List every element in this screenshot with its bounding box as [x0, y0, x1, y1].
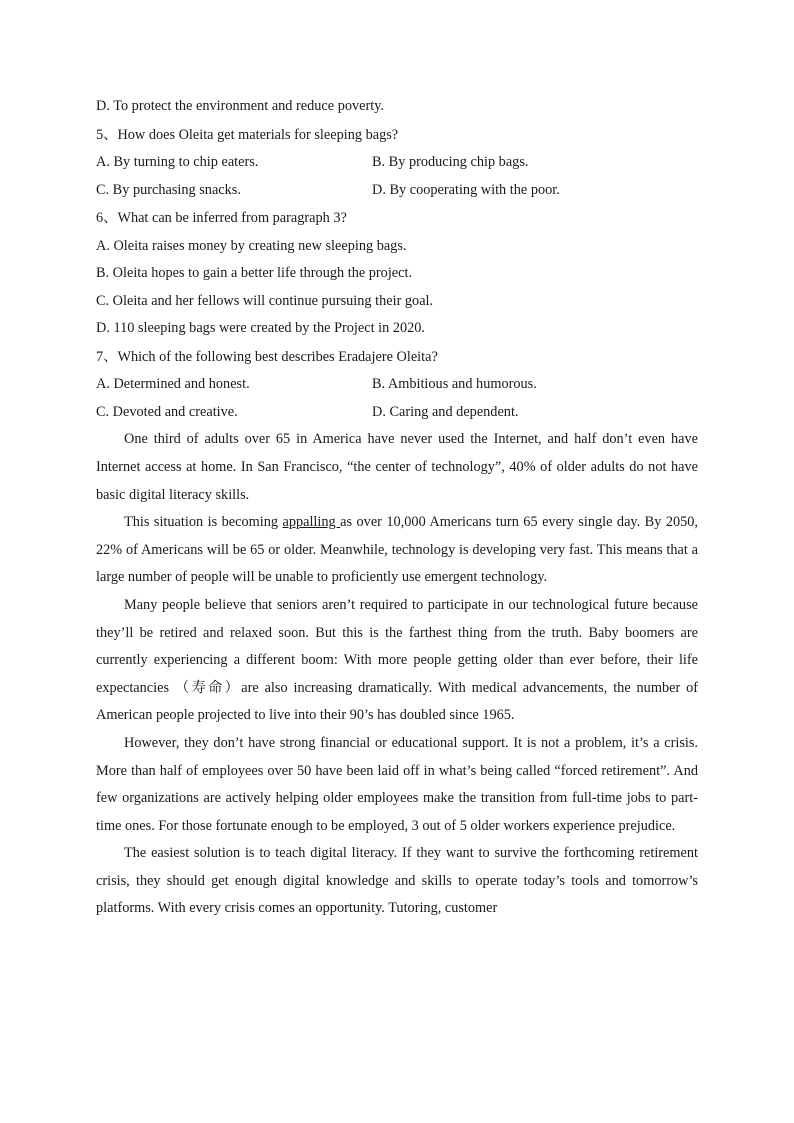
- q7-option-d: D. Caring and dependent.: [372, 403, 519, 420]
- q5-option-d: D. By cooperating with the poor.: [372, 181, 560, 198]
- underlined-word-appalling: appalling: [282, 514, 341, 531]
- q7-option-a: A. Determined and honest.: [96, 376, 250, 393]
- q6-option-a: A. Oleita raises money by creating new sleeping bags.: [96, 237, 407, 254]
- q4-option-d: D. To protect the environment and reduce poverty.: [96, 98, 385, 114]
- q5-option-c: C. By purchasing snacks.: [96, 181, 241, 198]
- document-page: [96, 92, 698, 923]
- q6-option-c: C. Oleita and her fellows will continue pursuing their goal.: [96, 292, 434, 309]
- q7-options-row-1: [96, 371, 698, 399]
- passage-paragraph-1: One third of adults over 65 in America have never used the Internet, and half don’t even have Internet access at home. In San Francisco, “the center of technology”, 40% of older adults do not have basic digital literacy skills.: [96, 431, 698, 503]
- p2-text-after: as over 10,000 Americans turn 65 every single day. By 2050, 22% of Americans will be 65 or older. Meanwhile, technology is developing very fast. This means that a large number of people will be unable to proficiently use emergent technology.: [96, 514, 699, 586]
- q5-option-a: A. By turning to chip eaters.: [96, 154, 259, 171]
- passage-paragraph-2: [96, 509, 698, 592]
- passage-paragraph-3: Many people believe that seniors aren’t required to participate in our technological future because they’ll be retired and relaxed soon. But this is the farthest thing from the truth. Baby boomers are currently experiencing a different boom: With more people getting older than ever before, their life expectancies （寿命）are also increasing dramatically. With medical advancements, the number of American people projected to live into their 90’s has doubled since 1965.: [96, 596, 698, 724]
- q5-option-b: B. By producing chip bags.: [372, 154, 529, 171]
- passage-paragraph-5: The easiest solution is to teach digital literacy. If they want to survive the forthcoming retirement crisis, they should get enough digital knowledge and skills to operate today’s tools and tomorrow’s platforms. With every crisis comes an opportunity. Tutoring, customer: [96, 845, 698, 917]
- q7-option-c: C. Devoted and creative.: [96, 403, 238, 420]
- q5-options-row-2: [96, 177, 698, 205]
- q7-option-b: B. Ambitious and humorous.: [372, 376, 537, 393]
- q6-option-d: D. 110 sleeping bags were created by the Project in 2020.: [96, 320, 425, 337]
- q7-options-row-2: [96, 399, 698, 427]
- passage-paragraph-4: However, they don’t have strong financial or educational support. It is not a problem, it’s a crisis. More than half of employees over 50 have been laid off in what’s being called “forced retirement”. And few organizations are actively helping older employees make the transition from full-time jobs to part-time ones. For those fortunate enough to be employed, 3 out of 5 older workers experience prejudice.: [96, 734, 698, 834]
- q5-stem: 5、How does Oleita get materials for sleeping bags?: [96, 126, 399, 143]
- q7-stem: 7、Which of the following best describes Eradajere Oleita?: [96, 348, 438, 365]
- q6-stem: 6、What can be inferred from paragraph 3?: [96, 210, 347, 227]
- q6-option-b: B. Oleita hopes to gain a better life through the project.: [96, 265, 413, 282]
- q5-options-row-1: [96, 149, 698, 177]
- p2-text-before: This situation is becoming: [124, 514, 283, 531]
